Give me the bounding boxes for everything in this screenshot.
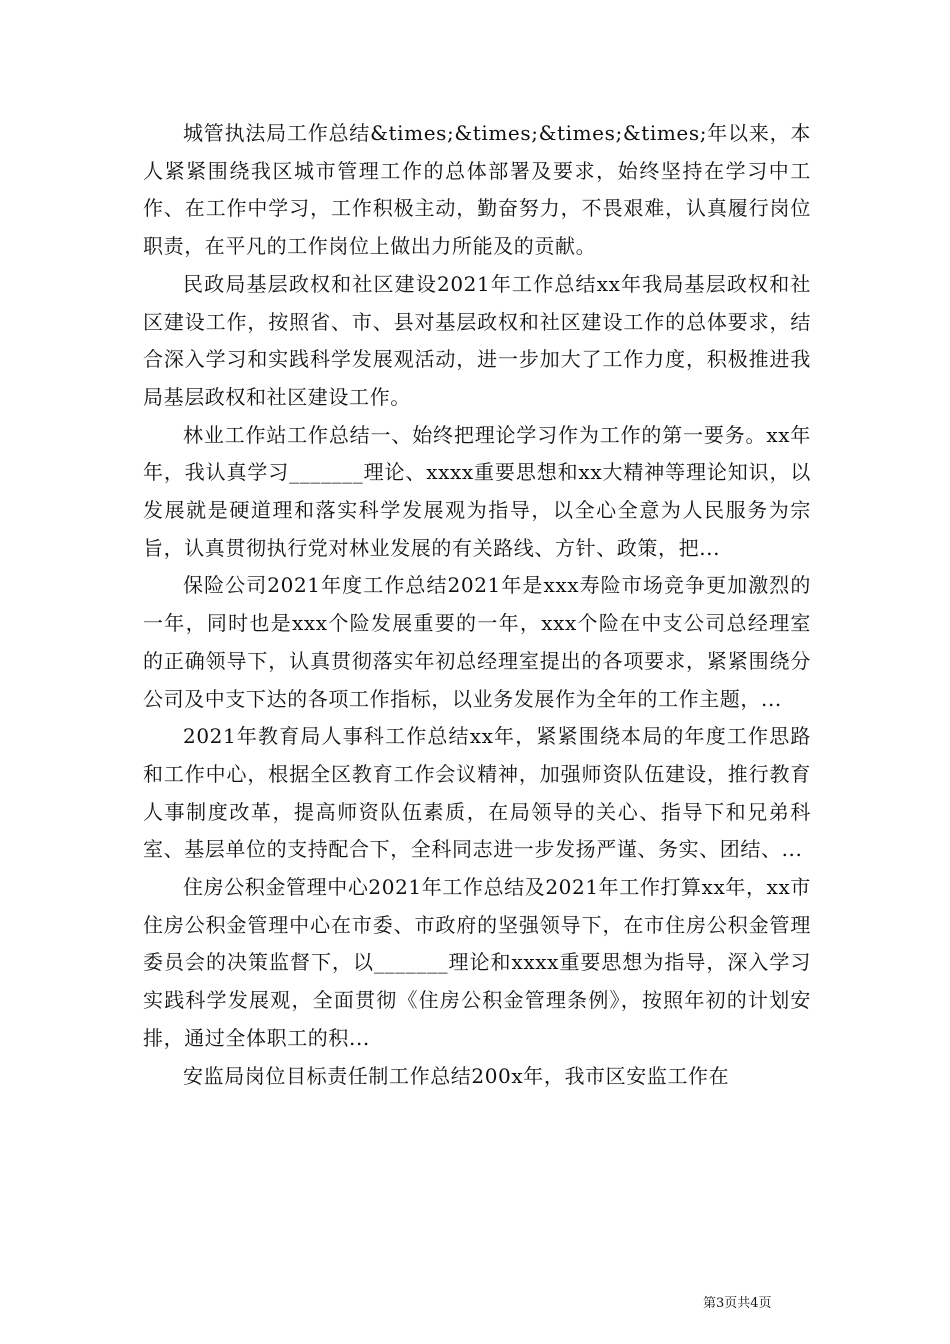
paragraph-urban-management: 城管执法局工作总结&times;&times;&times;&times;年以来，本人紧紧围绕我区城市管理工作的总体部署及要求，始终坚持在学习中工作、在工作中学习，工作积极主动，勤奋努力，不畏艰难，认真履行岗位职责，在平凡的工作岗位上做出力所能及的贡献。 [143,121,811,259]
paragraph-education-bureau: 2021年教育局人事科工作总结xx年，紧紧围绕本局的年度工作思路和工作中心，根据全区教育工作会议精神，加强师资队伍建设，推行教育人事制度改革，提高师资队伍素质，在局领导的关心、指导下和兄弟科室、基层单位的支持配合下，全科同志进一步发扬严谨、务实、团结、... [143,724,811,862]
paragraph-forestry-station: 林业工作站工作总结一、始终把理论学习作为工作的第一要务。xx年年，我认真学习_______理论、xxxx重要思想和xx大精神等理论知识，以发展就是硬道理和落实科学发展观为指导，以全心全意为人民服务为宗旨，认真贯彻执行党对林业发展的有关路线、方针、政策，把... [143,422,811,560]
document-body [143,115,811,1095]
paragraph-civil-affairs: 民政局基层政权和社区建设2021年工作总结xx年我局基层政权和社区建设工作，按照省、市、县对基层政权和社区建设工作的总体要求，结合深入学习和实践科学发展观活动，进一步加大了工作力度，积极推进我局基层政权和社区建设工作。 [143,271,811,409]
paragraph-insurance-company: 保险公司2021年度工作总结2021年是xxx寿险市场竞争更加激烈的一年，同时也是xxx个险发展重要的一年，xxx个险在中支公司总经理室的正确领导下，认真贯彻落实年初总经理室提出的各项要求，紧紧围绕分公司及中支下达的各项工作指标，以业务发展作为全年的工作主题，... [143,573,811,711]
page-number-footer: 第3页共4页 [703,1296,772,1311]
paragraph-housing-fund: 住房公积金管理中心2021年工作总结及2021年工作打算xx年，xx市住房公积金管理中心在市委、市政府的坚强领导下，在市住房公积金管理委员会的决策监督下，以_______理论和xxxx重要思想为指导，深入学习实践科学发展观，全面贯彻《住房公积金管理条例》，按照年初的计划安排，通过全体职工的积... [143,875,811,1050]
paragraph-safety-supervision: 安监局岗位目标责任制工作总结200x年，我市区安监工作在 [183,1063,730,1088]
